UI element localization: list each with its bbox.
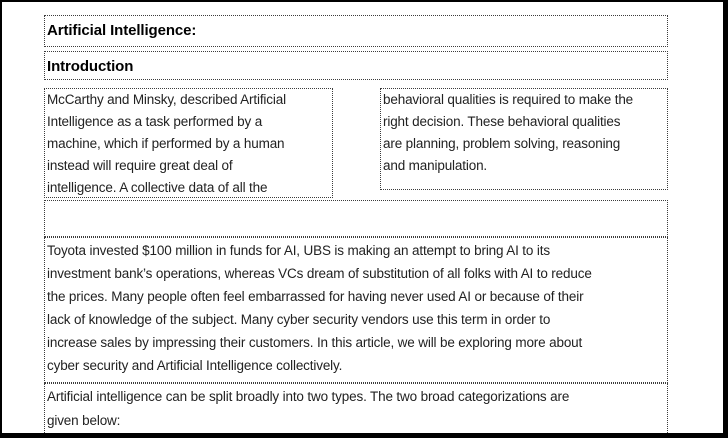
empty-paragraph-frame[interactable]: [44, 200, 668, 237]
body-paragraph-frame[interactable]: [44, 237, 668, 383]
closing-paragraph-text: Artificial intelligence can be split broadly into two types. The two broad categorizations are given below:: [47, 389, 570, 428]
document-title: Artificial Intelligence:: [47, 22, 197, 39]
closing-paragraph-frame[interactable]: [44, 383, 668, 438]
title-frame[interactable]: [44, 15, 668, 47]
left-column-frame[interactable]: [44, 88, 333, 198]
right-column-text: behavioral qualities is required to make the right decision. These behavioral qualities are planning, problem solving, reasoning and manipulation.: [383, 92, 634, 173]
section-heading: Introduction: [47, 58, 134, 75]
body-paragraph-text: Toyota invested $100 million in funds for AI, UBS is making an attempt to bring AI to its investment bank’s operations, whereas VCs dream of substitution of all folks with AI to reduce the prices. Many people often feel embarrassed for having never used AI or because of their lack of knowledge of the subject. Many cyber security vendors use this term in order to increase sales by impressing their customers. In this article, we will be exploring more about cyber security and Artificial Intelligence collectively.: [47, 243, 592, 373]
introduction-heading-frame[interactable]: [44, 51, 668, 80]
left-column-text: McCarthy and Minsky, described Artificial Intelligence as a task performed by a machine, which if performed by a human instead will require great deal of intelligence. A collective data of all the: [47, 92, 286, 195]
right-column-frame[interactable]: [380, 88, 668, 190]
